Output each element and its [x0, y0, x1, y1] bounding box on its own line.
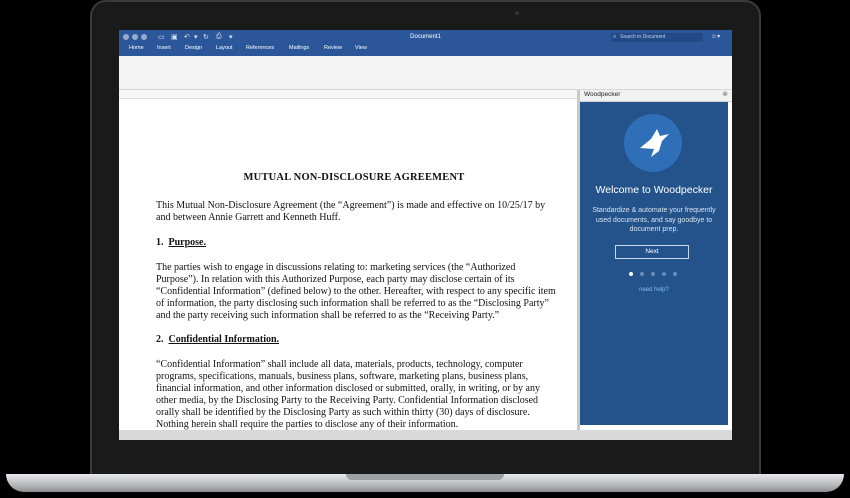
save-icon[interactable]: ▣	[171, 34, 178, 41]
tab-mailings[interactable]: Mailings	[289, 45, 310, 51]
redo-icon[interactable]: ↻	[203, 34, 209, 41]
tab-review[interactable]: Review	[324, 45, 343, 51]
laptop-base	[6, 474, 844, 492]
ruler	[119, 90, 577, 99]
section-2-heading	[156, 334, 279, 345]
welcome-heading: Welcome to Woodpecker	[595, 184, 713, 196]
tab-view[interactable]: View	[355, 45, 367, 51]
woodpecker-pane	[580, 102, 728, 425]
carousel-dot-5[interactable]	[673, 272, 677, 276]
document-title: Document1	[410, 34, 441, 40]
agreement-title: MUTUAL NON-DISCLOSURE AGREEMENT	[243, 172, 465, 183]
camera	[515, 11, 519, 15]
document-page[interactable]	[119, 99, 577, 430]
account-icon[interactable]: ☺▾	[711, 34, 721, 40]
carousel-dot-4[interactable]	[662, 272, 666, 276]
section-1-heading	[156, 237, 206, 248]
title-bar	[119, 30, 732, 56]
search-input[interactable]	[611, 33, 703, 42]
addin-pane-title: Woodpecker	[584, 91, 621, 98]
sidebar-toggle-icon[interactable]: ▭	[158, 34, 165, 41]
section-1-number: 1.	[156, 237, 164, 248]
search-placeholder: Search in Document	[620, 34, 666, 40]
section-1-body: The parties wish to engage in discussions relating to: marketing services (the “Authorized Purpose”). In relation with this Authorized Purpose, each party may disclose certain of its “Confidential Information” (defined below) to the other. Hereafter, with respect to any specific item of information, the party disclosing such information shall be referred to as the “Disclosing Party” and the party receiving such information shall be referred to as the “Receiving Party.”	[156, 262, 556, 321]
addin-description: Standardize & automate your frequently used documents, and say goodbye to document prep.	[592, 207, 716, 233]
woodpecker-logo	[624, 114, 682, 172]
status-bar	[119, 430, 732, 440]
addin-pane-header	[580, 90, 732, 102]
screen	[119, 30, 732, 440]
carousel-dot-1[interactable]	[629, 272, 633, 276]
section-2-title: Confidential Information.	[168, 334, 280, 345]
document-area	[119, 90, 577, 430]
search-icon: ⌕	[613, 34, 617, 40]
intro-paragraph: This Mutual Non-Disclosure Agreement (the “Agreement”) is made and effective on 10/25/17 by and between Annie Garrett and Kenneth Huff.	[156, 200, 546, 223]
chevron-down-icon[interactable]: ▾	[194, 34, 198, 41]
tab-home[interactable]: Home	[129, 45, 144, 51]
section-1-title: Purpose.	[168, 237, 206, 248]
undo-icon[interactable]: ↶	[184, 34, 190, 41]
tab-layout[interactable]: Layout	[216, 45, 233, 51]
next-button[interactable]: Next	[615, 245, 689, 259]
tab-references[interactable]: References	[246, 45, 275, 51]
carousel-dot-2[interactable]	[640, 272, 644, 276]
bird-icon	[624, 114, 682, 172]
tab-insert[interactable]: Insert	[157, 45, 171, 51]
customize-toolbar-icon[interactable]: ▾	[229, 34, 233, 41]
need-help-link[interactable]: need help?	[639, 287, 669, 293]
section-2-number: 2.	[156, 334, 164, 345]
section-2-body: “Confidential Information” shall include all data, materials, products, technology, computer programs, specifications, manuals, business plans, software, marketing plans, business plans, financial information, and other information disclosed or submitted, orally, in writing, or by any other media, by the Disclosing Party to the Receiving Party. Confidential Information disclosed orally shall be identified by the Disclosing Party as such within thirty (30) days of disclosure. Nothing herein shall require the parties to disclose any of their information.	[156, 359, 540, 430]
laptop-notch	[346, 474, 504, 480]
close-icon[interactable]: ⊗	[722, 91, 728, 98]
ribbon-panel	[119, 56, 732, 90]
print-icon[interactable]: ⎙	[216, 33, 222, 40]
tab-design[interactable]: Design	[185, 45, 203, 51]
carousel-dot-3[interactable]	[651, 272, 655, 276]
